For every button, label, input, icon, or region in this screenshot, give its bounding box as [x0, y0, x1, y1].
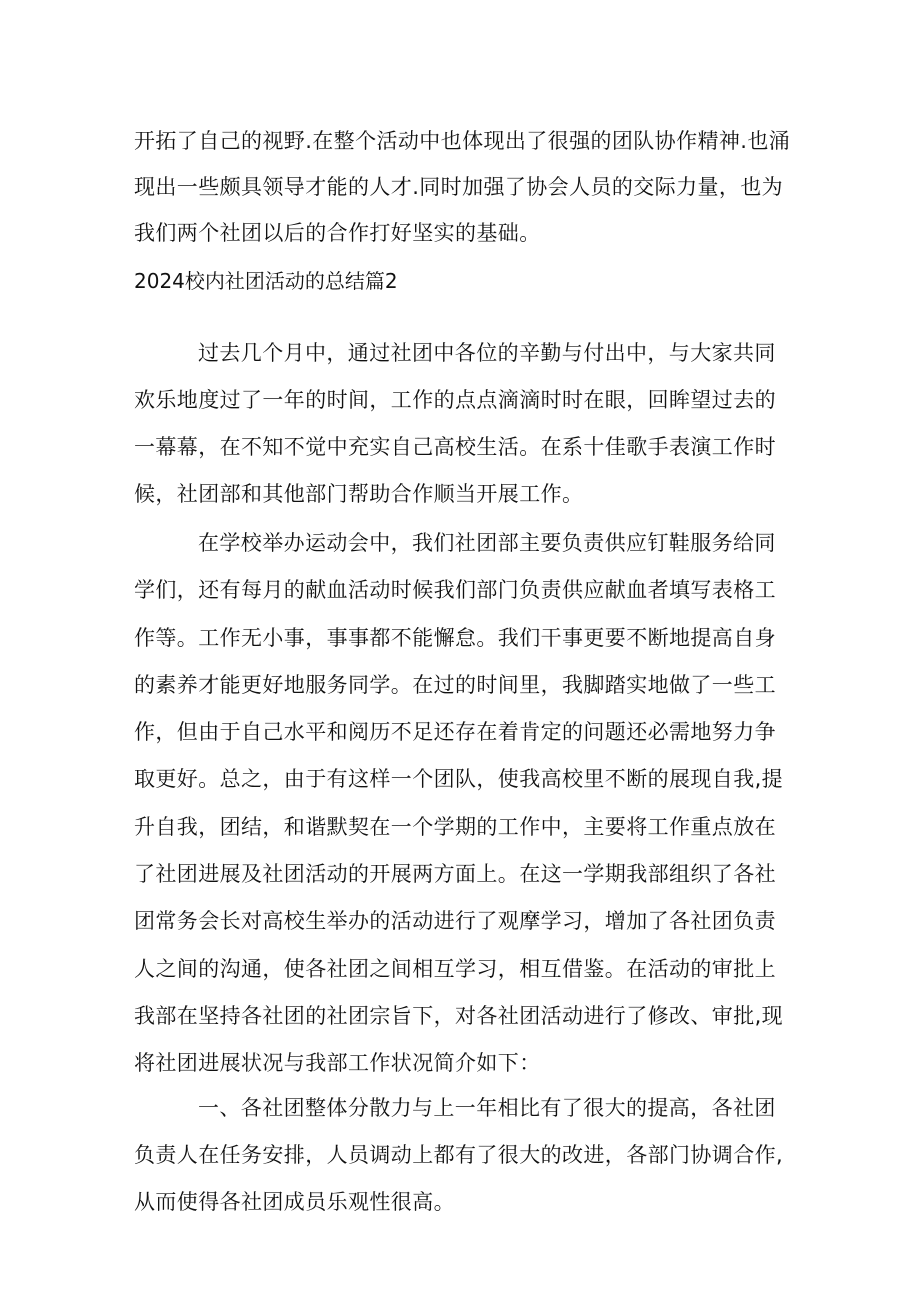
paragraph-past-months: 过去几个月中，通过社团中各位的辛勤与付出中，与大家共同欢乐地度过了一年的时间，工作的点点滴滴时时在眼，回眸望过去的一幕幕，在不知不觉中充实自己高校生活。在系十佳歌手表演工作时候，社团部和其他部门帮助合作顺当开展工作。	[134, 341, 776, 506]
section-heading: 2024校内社团活动的总结篇2	[134, 269, 398, 293]
paragraph-sports-meeting: 在学校举办运动会中，我们社团部主要负责供应钉鞋服务给同学们，还有每月的献血活动时候我们部门负责供应献血者填写表格工作等。工作无小事，事事都不能懈怠。我们干事更要不断地提高自身的素养才能更好地服务同学。在过的时间里，我脚踏实地做了一些工作，但由于自己水平和阅历不足还存在着肯定的问题还必需地努力争取更好。总之，由于有这样一个团队，使我高校里不断的展现自我,提升自我，团结，和谐默契在一个学期的工作中，主要将工作重点放在了社团进展及社团活动的开展两方面上。在这一学期我部组织了各社团常务会长对高校生举办的活动进行了观摩学习，增加了各社团负责人之间的沟通，使各社团之间相互学习，相互借鉴。在活动的审批上我部在坚持各社团的社团宗旨下，对各社团活动进行了修改、审批,现将社团进展状况与我部工作状况简介如下：	[134, 531, 784, 1076]
paragraph-intro: 开拓了自己的视野.在整个活动中也体现出了很强的团队协作精神.也涌现出一些颇具领导才能的人才.同时加强了协会人员的交际力量，也为我们两个社团以后的合作打好坚实的基础。	[134, 129, 791, 245]
paragraph-point-one: 一、各社团整体分散力与上一年相比有了很大的提高，各社团负责人在任务安排，人员调动上都有了很大的改进，各部门协调合作,从而使得各社团成员乐观性很高。	[134, 1096, 784, 1214]
